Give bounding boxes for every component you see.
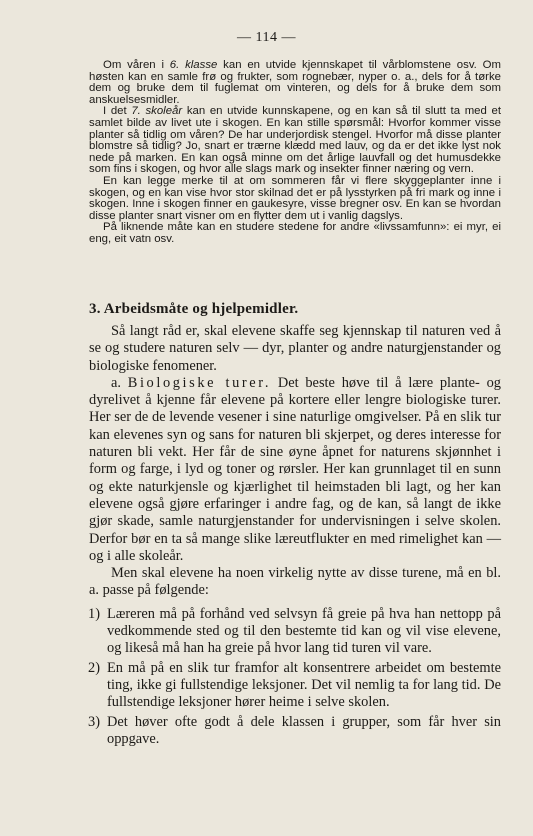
list-item [89,714,501,749]
paragraph [89,106,501,176]
list-text: Det høver ofte godt å dele klassen i grupper, som får hver sin oppgave. [107,713,501,747]
paragraph: På liknende måte kan en studere stedene for andre «livssamfunn»: ei myr, ei eng, eit vatn osv. [89,221,501,245]
main-text-section [89,323,501,750]
text-run: I det [103,105,132,118]
small-print-section [89,60,501,246]
paragraph [89,375,501,565]
text-run: kan en utvide kunnskapene, og en kan så til slutt ta med et samlet bilde av livet ute i skogen. En kan stille spørsmål: Hvorfor kommer visse planter så tidlig om våren? De har underjordisk stengel. Hvorfor må disse planter blomstre så tidlig? Jo, snart er trærne klædd med lauv, og da er det ikke lyst nok nede på marken. En kan også minne om det årlige lauvfall og det humusdekke som fins i skogen, og hvor alle slags mark og insekter finner næring og vern. [89,105,501,176]
subsection-letter: a. [111,374,121,391]
section-heading: 3. Arbeidsmåte og hjelpemidler. [89,301,299,317]
paragraph: Så langt råd er, skal elevene skaffe seg kjennskap til naturen ved å se og studere naturen selv — dyr, planter og andre naturgjenstander og biologiske fenomener. [89,323,501,374]
paragraph [89,60,501,106]
text-run: Det beste høve til å lære plante- og dyrelivet å kjenne får elevene på kortere eller lengre biologiske turer. Her ser de de levende vesener i sine naturlige omgivelser. På en slik tur kan elevenes syn og sans for naturen bli skjerpet, og deres interesse for naturen bli vekt. Her får de sine øyne åpnet for naturens skjønnhet i form og farge, i lyd og toner og rørsler. Her kan grunnlaget til en sunn og ekte naturkjensle og kjærlighet til heimstaden bli lagt, og her kan elevene også gjøre erfaringer i andre fag, og de kan, så langt de ikke gjør skade, samle naturgjenstander for undervisningen i selve skolen. Derfor bør en ta så mange slike læreutflukter en med rimelighet kan — og i alle skoleår. [89,374,501,564]
paragraph: En kan legge merke til at om sommeren får vi flere skyggeplanter inne i skogen, og en kan vise hvor stor skilnad det er på lysstyrken på fri mark og inne i skogen. Inne i skogen finner en gaukesyre, visse bregner osv. En kan se hvordan disse planter snart visner om en flytter dem ut i vanlig dagslys. [89,174,501,222]
list-item [89,606,501,658]
list-number: 2) [88,659,100,676]
numbered-list [89,606,501,748]
list-item [89,660,501,712]
list-text: Læreren må på forhånd ved selvsyn få greie på hva han nettopp på vedkommende sted og til den bestemte tid kan og vil vise elevene, og likeså må han ha greie på hvor lang tid turen vil vare. [107,605,501,657]
emphasis: 7. skoleår [131,105,183,118]
subsection-title: Biologiske turer. [127,374,272,391]
page-number: — 114 — [237,30,296,45]
paragraph: Men skal elevene ha noen virkelig nytte av disse turene, må en bl. a. passe på følgende: [89,565,501,599]
list-text: En må på en slik tur framfor alt konsentrere arbeidet om bestemte ting, ikke gi fullstendige leksjoner. Det vil nemlig ta for lang tid. De fullstendige leksjoner hører heime i selve skolen. [107,659,501,711]
list-number: 1) [88,605,100,622]
text-run: Om våren i [103,59,170,71]
list-number: 3) [88,713,100,730]
text-run: kan en utvide kjennskapet til vårblomstene osv. Om høsten kan en samle frø og frukter, som rognebær, nyper o. a., dels for å tørke dem og bruke dem til fuglemat om vinteren, og dels for å bruke dem som anskuelsesmidler. [89,59,501,106]
emphasis: 6. klasse [169,59,218,71]
